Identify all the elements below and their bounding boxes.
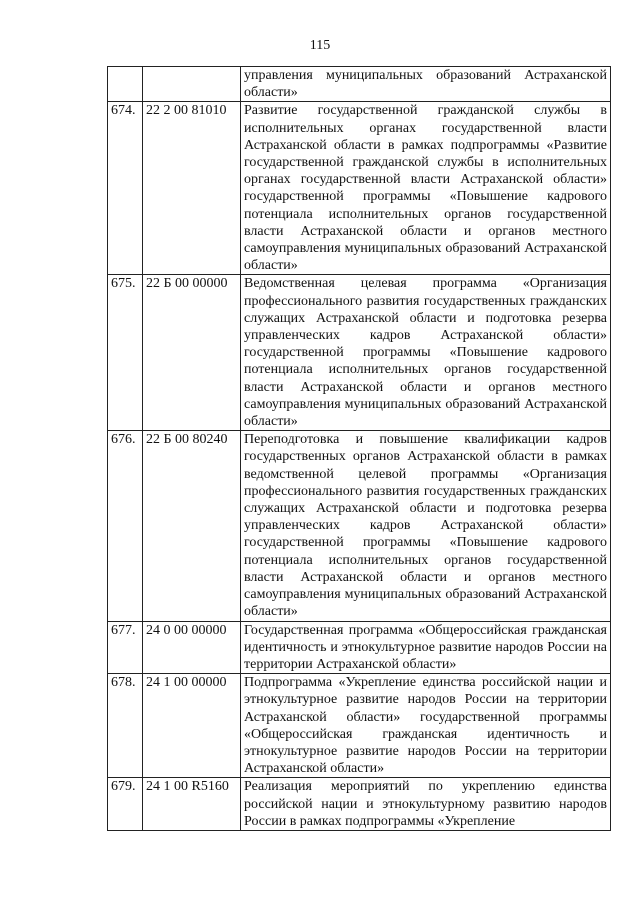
row-number: 676. [108, 431, 143, 621]
row-description: Переподготовка и повышение квалификации кадров государственных органов Астраханской области в рамках ведомственной целевой программы «Организация профессионального развития государственных гражданских служащих Астраханской области и подготовка резерва управленческих кадров Астраханской области» государственной программы «Повышение кадрового потенциала исполнительных органов государственной власти Астраханской области и органов местного самоуправления муниципальных образований Астраханской области» [241, 431, 611, 621]
table-row [108, 275, 611, 431]
row-number: 678. [108, 674, 143, 778]
row-number: 675. [108, 275, 143, 431]
table-row [108, 621, 611, 674]
table-row [108, 67, 611, 102]
table-row [108, 102, 611, 275]
budget-code: 24 0 00 00000 [143, 621, 241, 674]
budget-code: 22 2 00 81010 [143, 102, 241, 275]
page-number: 115 [309, 38, 331, 53]
budget-code: 24 1 00 00000 [143, 674, 241, 778]
table-row [108, 778, 611, 831]
budget-code: 22 Б 00 80240 [143, 431, 241, 621]
row-number: 679. [108, 778, 143, 831]
row-number: 674. [108, 102, 143, 275]
row-description: Государственная программа «Общероссийская гражданская идентичность и этнокультурное развитие народов России на территории Астраханской области» [241, 621, 611, 674]
row-description: управления муниципальных образований Астраханской области» [241, 67, 611, 102]
row-description: Подпрограмма «Укрепление единства российской нации и этнокультурное развитие народов России на территории Астраханской области» государственной программы «Общероссийская гражданская идентичность и этнокультурное развитие народов России на территории Астраханской области» [241, 674, 611, 778]
budget-code: 22 Б 00 00000 [143, 275, 241, 431]
row-description: Ведомственная целевая программа «Организация профессионального развития государственных гражданских служащих Астраханской области и подготовка резерва управленческих кадров Астраханской области» государственной программы «Повышение кадрового потенциала исполнительных органов государственной власти Астраханской области и органов местного самоуправления муниципальных образований Астраханской области» [241, 275, 611, 431]
row-description: Реализация мероприятий по укреплению единства российской нации и этнокультурному развитию народов России в рамках подпрограммы «Укрепление [241, 778, 611, 831]
classification-table [107, 66, 611, 831]
budget-code [143, 67, 241, 102]
row-number [108, 67, 143, 102]
row-description: Развитие государственной гражданской службы в исполнительных органах государственной власти Астраханской области в рамках подпрограммы «Развитие государственной гражданской службы в исполнительных органах государственной власти Астраханской области» государственной программы «Повышение кадрового потенциала исполнительных органов государственной власти Астраханской области и органов местного самоуправления муниципальных образований Астраханской области» [241, 102, 611, 275]
row-number: 677. [108, 621, 143, 674]
table-row [108, 431, 611, 621]
table-row [108, 674, 611, 778]
budget-code: 24 1 00 R5160 [143, 778, 241, 831]
